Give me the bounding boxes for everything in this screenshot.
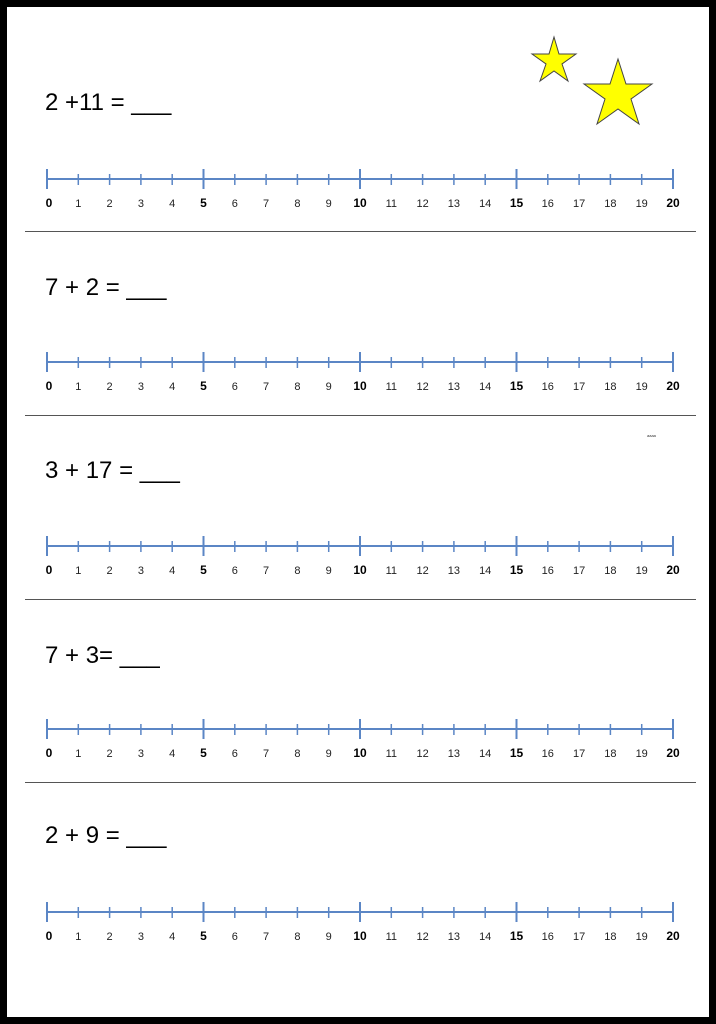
number-line-label: 10	[353, 196, 367, 210]
number-line-label: 18	[604, 198, 617, 210]
number-line-label: 15	[509, 929, 524, 943]
number-line-label: 7	[263, 931, 270, 943]
number-line-label: 19	[635, 565, 648, 577]
number-line-label: 20	[666, 196, 680, 210]
number-line	[46, 719, 680, 760]
number-line-label: 10	[353, 929, 367, 943]
number-line-label: 4	[169, 748, 176, 760]
number-line-label: 0	[45, 196, 53, 210]
number-line-label: 0	[45, 929, 53, 943]
number-line-label: 12	[416, 381, 429, 393]
number-line-label: 13	[447, 381, 461, 393]
number-line-label: 9	[325, 748, 332, 760]
number-line-label: 17	[572, 198, 586, 210]
number-line-label: 16	[541, 198, 554, 210]
number-line	[46, 169, 680, 210]
number-line-label: 2	[106, 748, 113, 760]
number-line-label: 6	[231, 381, 238, 393]
number-line	[46, 536, 680, 577]
number-line-label: 2	[106, 565, 113, 577]
problem-1: 2 +11 = ___	[45, 89, 172, 116]
number-line-label: 2	[106, 931, 113, 943]
number-line-label: 20	[666, 929, 680, 943]
number-line-label: 19	[635, 198, 648, 210]
number-line-label: 10	[353, 563, 367, 577]
number-line-label: 3	[137, 748, 144, 760]
number-line-label: 15	[509, 746, 524, 760]
number-line-label: 11	[385, 931, 398, 943]
number-line-label: 9	[325, 381, 332, 393]
number-line-label: 4	[169, 381, 176, 393]
number-line-label: 17	[572, 565, 586, 577]
number-line-label: 5	[200, 563, 207, 577]
number-line-label: 11	[385, 565, 398, 577]
number-line-label: 7	[263, 198, 270, 210]
number-line-label: 16	[541, 748, 554, 760]
number-line-label: 19	[635, 748, 648, 760]
number-line-label: 18	[604, 748, 617, 760]
number-line-label: 6	[231, 198, 238, 210]
number-line-label: 14	[479, 931, 492, 943]
number-line-label: 7	[263, 748, 270, 760]
number-line-label: 1	[75, 381, 82, 393]
number-lines	[7, 7, 709, 1017]
number-line	[46, 352, 680, 393]
number-line-label: 0	[45, 746, 53, 760]
number-line-label: 15	[509, 563, 524, 577]
number-line-label: 4	[169, 565, 176, 577]
number-line-label: 9	[325, 931, 332, 943]
number-line-label: 13	[447, 198, 461, 210]
problem-5: 2 + 9 = ___	[45, 822, 167, 849]
number-line-label: 12	[416, 198, 429, 210]
number-line-label: 4	[169, 198, 176, 210]
number-line-label: 16	[541, 381, 554, 393]
number-line-label: 1	[75, 198, 82, 210]
number-line-label: 14	[479, 198, 492, 210]
number-line-label: 12	[416, 931, 429, 943]
number-line-label: 11	[385, 748, 398, 760]
number-line-label: 19	[635, 381, 648, 393]
number-line-label: 1	[75, 565, 82, 577]
number-line-label: 11	[385, 381, 398, 393]
number-line-label: 20	[666, 563, 680, 577]
number-line-label: 18	[604, 381, 617, 393]
number-line-label: 17	[572, 381, 586, 393]
number-line-label: 2	[106, 198, 113, 210]
number-line-label: 1	[75, 931, 82, 943]
number-line-label: 10	[353, 746, 367, 760]
number-line-label: 4	[169, 931, 176, 943]
number-line-label: 1	[75, 748, 82, 760]
number-line-label: 12	[416, 748, 429, 760]
problem-2: 7 + 2 = ___	[45, 274, 167, 301]
tiny-mark-text: aaaa	[647, 433, 656, 438]
number-line	[46, 902, 680, 943]
number-line-label: 9	[325, 198, 332, 210]
number-line-label: 19	[635, 931, 648, 943]
number-line-label: 13	[447, 565, 461, 577]
number-line-label: 0	[45, 563, 53, 577]
number-line-label: 15	[509, 379, 524, 393]
number-line-label: 6	[231, 748, 238, 760]
number-line-label: 13	[447, 931, 461, 943]
number-line-label: 3	[137, 381, 144, 393]
number-line-label: 20	[666, 379, 680, 393]
number-line-label: 3	[137, 931, 144, 943]
number-line-label: 9	[325, 565, 332, 577]
number-line-label: 18	[604, 931, 617, 943]
number-line-label: 3	[137, 198, 144, 210]
problem-3: 3 + 17 = ___	[45, 457, 180, 484]
number-line-label: 16	[541, 565, 554, 577]
number-line-label: 10	[353, 379, 367, 393]
number-line-label: 5	[200, 929, 207, 943]
number-line-label: 13	[447, 748, 461, 760]
number-line-label: 12	[416, 565, 429, 577]
number-line-label: 6	[231, 565, 238, 577]
worksheet-page	[7, 7, 709, 1017]
number-line-label: 6	[231, 931, 238, 943]
number-line-label: 8	[294, 931, 301, 943]
number-line-label: 17	[572, 748, 586, 760]
number-line-label: 7	[263, 381, 270, 393]
number-line-label: 14	[479, 381, 492, 393]
number-line-label: 7	[263, 565, 270, 577]
number-line-label: 5	[200, 196, 207, 210]
problem-4: 7 + 3= ___	[45, 642, 160, 669]
number-line-label: 20	[666, 746, 680, 760]
number-line-label: 8	[294, 381, 301, 393]
number-line-label: 0	[45, 379, 53, 393]
number-line-label: 2	[106, 381, 113, 393]
number-line-label: 8	[294, 748, 301, 760]
number-line-label: 11	[385, 198, 398, 210]
number-line-label: 14	[479, 748, 492, 760]
number-line-label: 15	[509, 196, 524, 210]
number-line-label: 17	[572, 931, 586, 943]
number-line-label: 8	[294, 198, 301, 210]
number-line-label: 5	[200, 379, 207, 393]
number-line-label: 3	[137, 565, 144, 577]
number-line-label: 8	[294, 565, 301, 577]
number-line-label: 14	[479, 565, 492, 577]
number-line-label: 18	[604, 565, 617, 577]
number-line-label: 5	[200, 746, 207, 760]
number-line-label: 16	[541, 931, 554, 943]
